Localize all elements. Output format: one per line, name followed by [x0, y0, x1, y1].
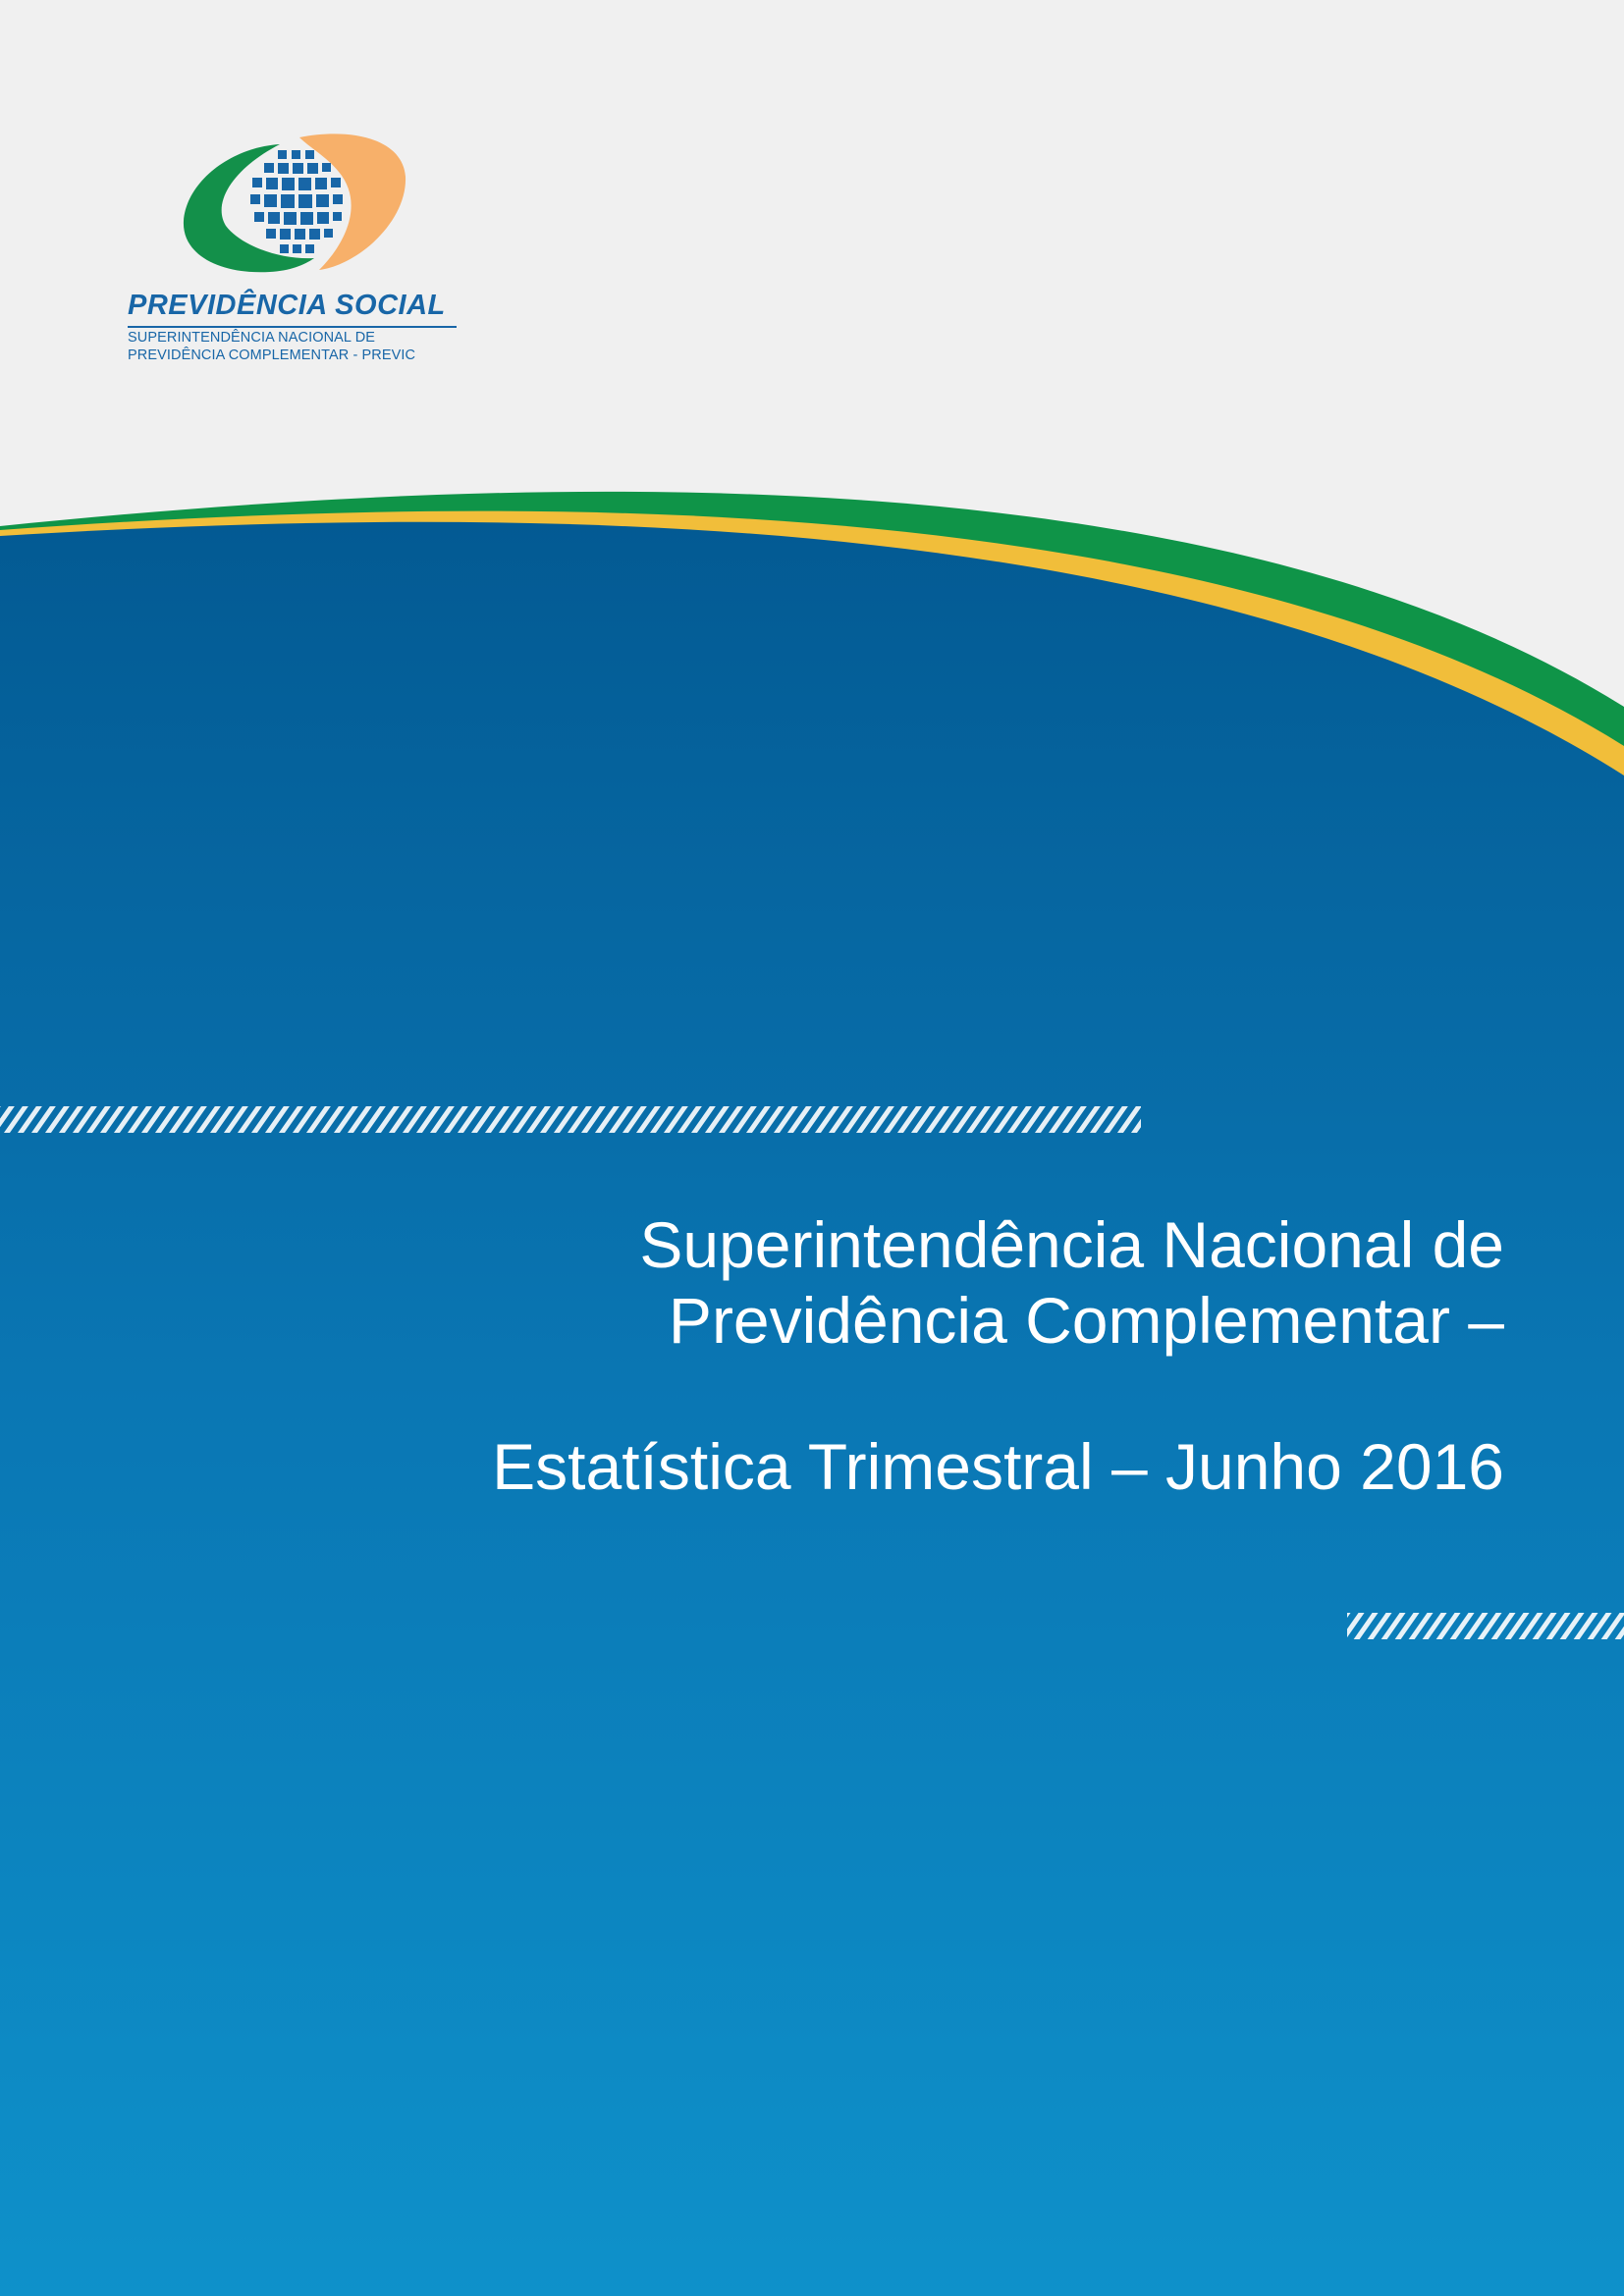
logo-subtitle-line1: SUPERINTENDÊNCIA NACIONAL DE: [128, 330, 376, 346]
logo-title: PREVIDÊNCIA SOCIAL: [128, 290, 446, 321]
hatch-bar-top: [0, 1106, 1141, 1133]
previdencia-social-logo: [128, 133, 466, 373]
cover-subtitle: Estatística Trimestral – Junho 2016: [492, 1430, 1504, 1503]
cover-title-block: [492, 1207, 1504, 1505]
title-spacer: [492, 1359, 1504, 1429]
hatch-bar-right: [1347, 1613, 1624, 1639]
logo-divider: [128, 326, 457, 328]
cover-title-line1: Superintendência Nacional de: [639, 1208, 1504, 1281]
logo-subtitle-line2: PREVIDÊNCIA COMPLEMENTAR - PREVIC: [128, 347, 416, 363]
previdencia-social-globe-icon: [182, 133, 407, 280]
cover-title-line2: Previdência Complementar –: [668, 1284, 1504, 1357]
